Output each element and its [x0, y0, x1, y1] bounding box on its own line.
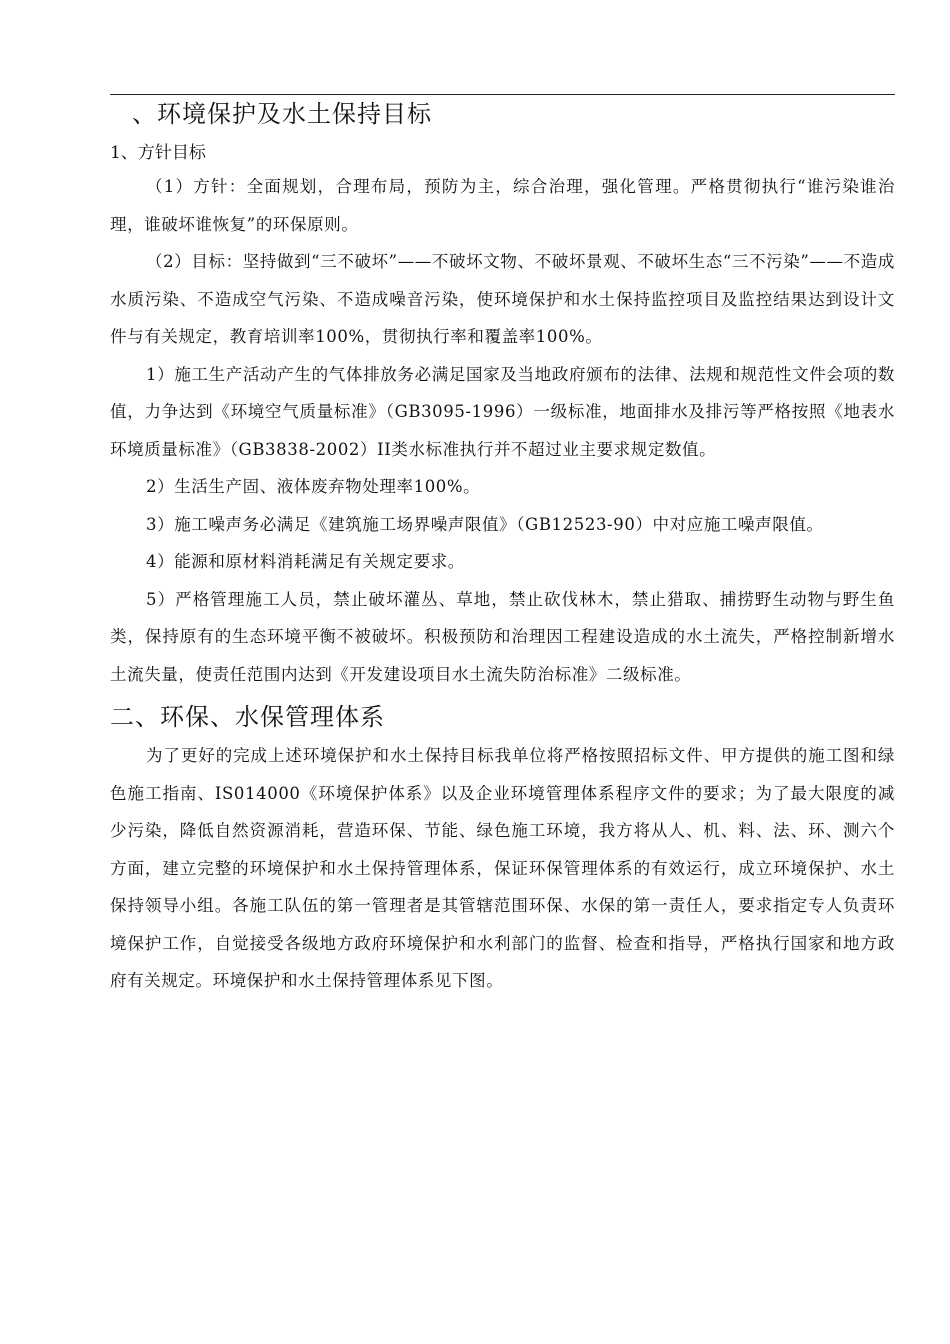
target-item-4: 4）能源和原材料消耗满足有关规定要求。	[146, 552, 465, 571]
target-item-3: 3）施工噪声务必满足《建筑施工场界噪声限值》（GB12523-90）中对应施工噪声限值。	[146, 514, 824, 534]
section1-heading: 、环境保护及水土保持目标	[132, 100, 432, 128]
document-body	[110, 94, 895, 1000]
management-system-paragraph: 为了更好的完成上述环境保护和水土保持目标我单位将严格按照招标文件、甲方提供的施工图和绿色施工指南、IS014000《环境保护体系》以及企业环境管理体系程序文件的要求；为了最大限度的减少污染，降低自然资源消耗，营造环保、节能、绿色施工环境，我方将从人、机、料、法、环、测六个方面，建立完整的环境保护和水土保持管理体系，保证环保管理体系的有效运行，成立环境保护、水土保持领导小组。各施工队伍的第一管理者是其管辖范围环保、水保的第一责任人，要求指定专人负责环境保护工作，自觉接受各级地方政府环境保护和水利部门的监督、检查和指导，严格执行国家和地方政府有关规定。环境保护和水土保持管理体系见下图。	[110, 746, 895, 990]
section1-subheading: 1、方针目标	[110, 143, 206, 163]
target-item-5: 5）严格管理施工人员，禁止破坏灌丛、草地，禁止砍伐林木，禁止猎取、捕捞野生动物与野生鱼类，保持原有的生态环境平衡不被破坏。积极预防和治理因工程建设造成的水土流失，严格控制新增水土流失量，使责任范围内达到《开发建设项目水土流失防治标准》二级标准。	[110, 589, 895, 684]
section2-heading: 二、环保、水保管理体系	[110, 703, 385, 731]
target-item-1: 1）施工生产活动产生的气体排放务必满足国家及当地政府颁布的法律、法规和规范性文件会项的数值，力争达到《环境空气质量标准》（GB3095-1996）一级标准，地面排水及排污等严格按照《地表水环境质量标准》（GB3838-2002）II类水标准执行并不超过业主要求规定数值。	[110, 364, 895, 459]
goal-paragraph: （2）目标：坚持做到“三不破坏”——不破坏文物、不破坏景观、不破坏生态“三不污染”——不造成水质污染、不造成空气污染、不造成噪音污染，使环境保护和水土保持监控项目及监控结果达到设计文件与有关规定，教育培训率100%，贯彻执行率和覆盖率100%。	[110, 252, 895, 346]
policy-paragraph: （1）方针：全面规划，合理布局，预防为主，综合治理，强化管理。严格贯彻执行“谁污染谁治理，谁破坏谁恢复”的环保原则。	[110, 177, 895, 234]
target-item-2: 2）生活生产固、液体废弃物处理率100%。	[146, 477, 481, 496]
